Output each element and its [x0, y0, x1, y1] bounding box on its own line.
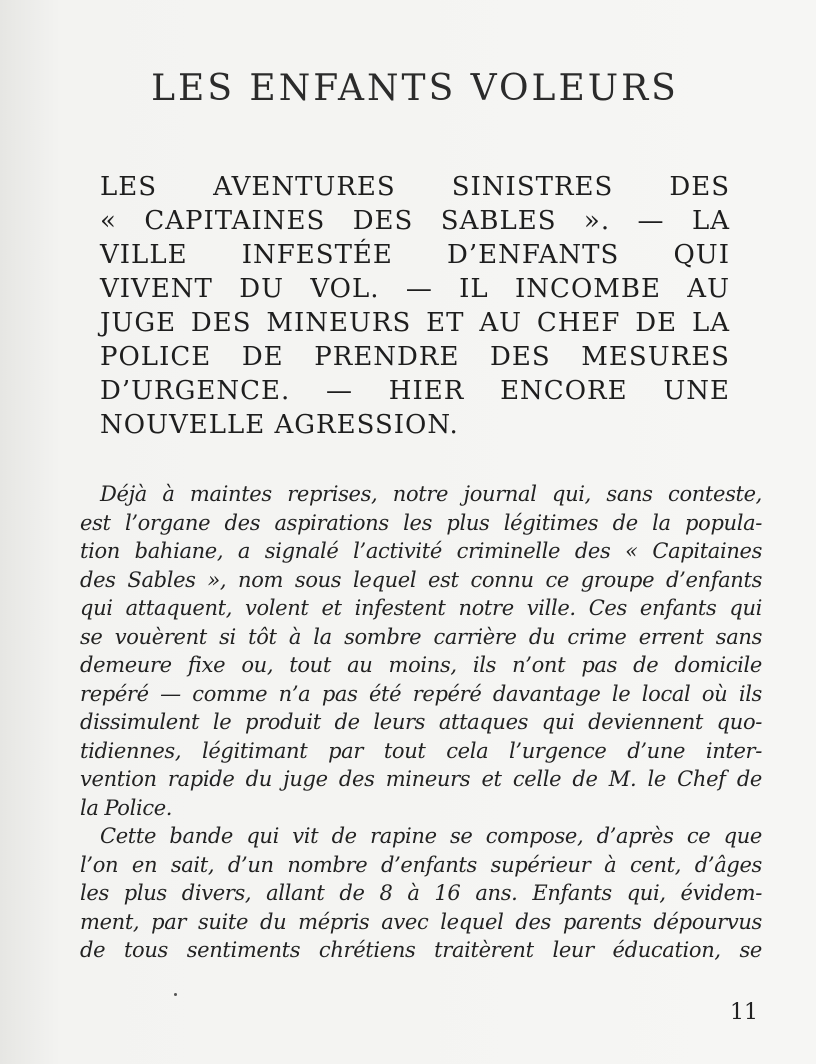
paragraph-1	[80, 480, 762, 822]
article-body	[80, 480, 762, 965]
body-line: dissimulent le produit de leurs attaques qui deviennent quo-	[80, 710, 762, 734]
body-line: est l’organe des aspirations les plus légitimes de la popula-	[80, 510, 762, 535]
body-line: l’on en sait, d’un nombre d’enfants supérieur à cent, d’âges	[80, 852, 762, 877]
chapter-subtitle	[100, 170, 730, 442]
subtitle-line: « CAPITAINES DES SABLES ». — LA	[100, 206, 730, 236]
subtitle-line: VIVENT DU VOL. — IL INCOMBE AU	[100, 274, 730, 304]
body-line: les plus divers, allant de 8 à 16 ans. Enfants qui, évidem-	[80, 881, 762, 905]
subtitle-line: VILLE INFESTÉE D’ENFANTS QUI	[100, 240, 730, 270]
subtitle-line: JUGE DES MINEURS ET AU CHEF DE LA	[100, 308, 730, 338]
body-line: Cette bande qui vit de rapine se compose, d’après ce que	[100, 824, 762, 848]
ink-speck	[174, 993, 177, 996]
body-line: tidiennes, légitimant par tout cela l’urgence d’une inter-	[80, 738, 762, 763]
body-line: demeure fixe ou, tout au moins, ils n’ont pas de domicile	[80, 653, 762, 677]
body-line: la Police.	[80, 795, 173, 820]
body-line: des Sables », nom sous lequel est connu ce groupe d’enfants	[80, 567, 762, 592]
body-line: vention rapide du juge des mineurs et celle de M. le Chef de	[80, 767, 762, 791]
body-line: tion bahiane, a signalé l’activité criminelle des « Capitaines	[80, 539, 762, 563]
body-line: repéré — comme n’a pas été repéré davantage le local où ils	[80, 681, 762, 706]
subtitle-line: D’URGENCE. — HIER ENCORE UNE	[100, 376, 730, 406]
body-line: se vouèrent si tôt à la sombre carrière du crime errent sans	[80, 624, 762, 649]
paragraph-2	[80, 822, 762, 965]
subtitle-line: NOUVELLE AGRESSION.	[100, 410, 459, 440]
subtitle-line: POLICE DE PRENDRE DES MESURES	[100, 342, 730, 372]
body-line: ment, par suite du mépris avec lequel des parents dépourvus	[80, 909, 762, 934]
page-number: 11	[730, 1000, 758, 1025]
chapter-title: LES ENFANTS VOLEURS	[151, 68, 679, 109]
body-line: Déjà à maintes reprises, notre journal qui, sans conteste,	[100, 482, 762, 506]
body-line: de tous sentiments chrétiens traitèrent leur éducation, se	[80, 938, 762, 962]
subtitle-line: LES AVENTURES SINISTRES DES	[100, 172, 730, 202]
body-line: qui attaquent, volent et infestent notre ville. Ces enfants qui	[80, 596, 762, 620]
